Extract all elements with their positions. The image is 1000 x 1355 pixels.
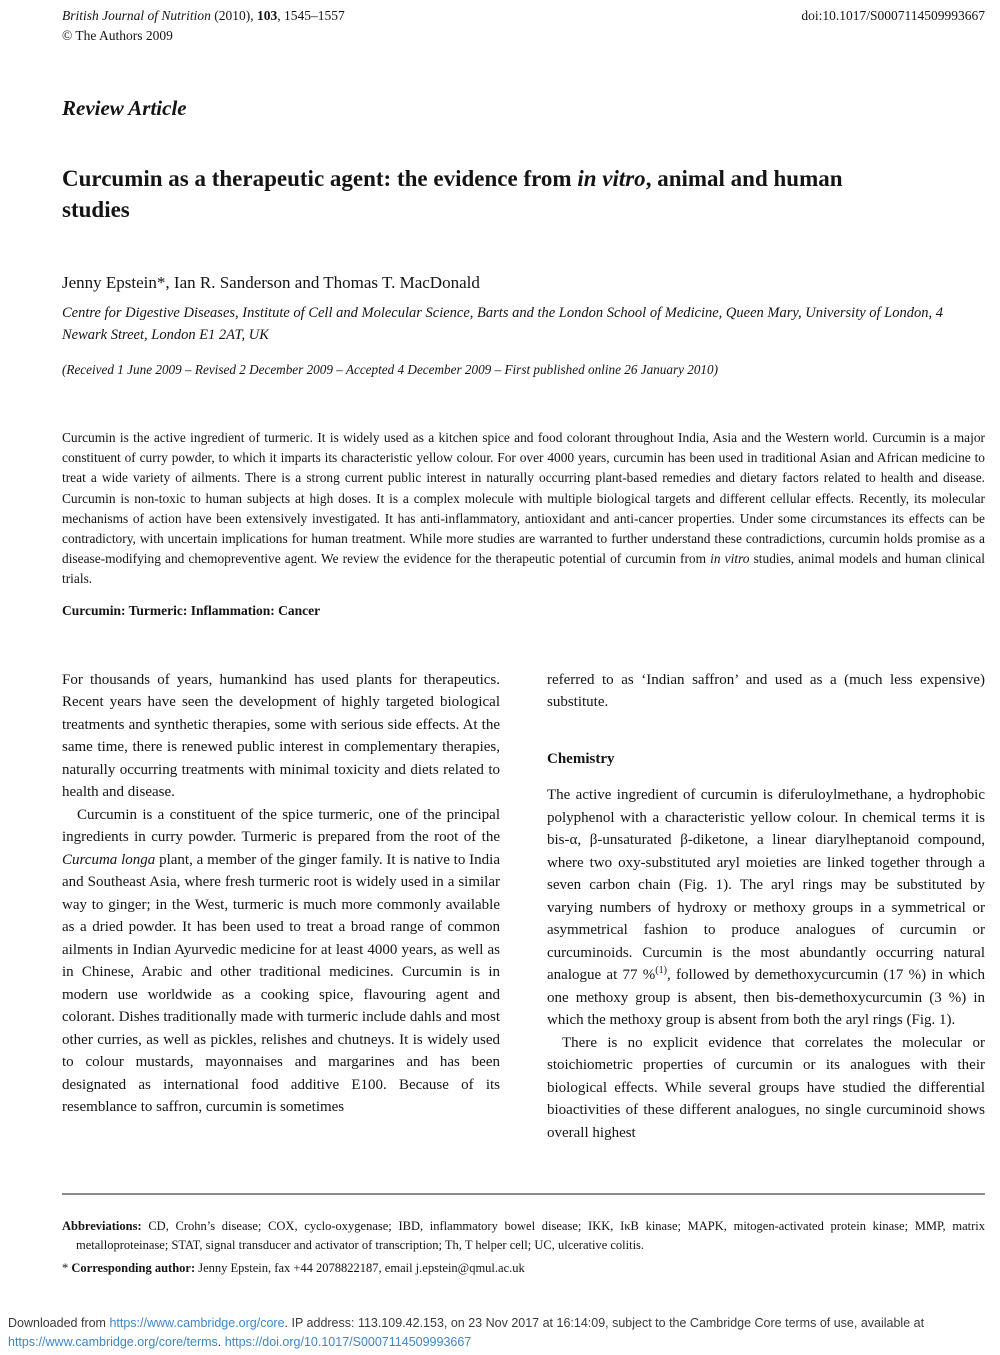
doi-line: doi:10.1017/S0007114509993667 <box>801 8 985 23</box>
footnote-asterisk: * <box>62 1261 72 1275</box>
abstract-text-tail: studies, animal models and human clinical trials. <box>62 551 985 587</box>
title-italic-text: in vitro <box>577 166 646 191</box>
paragraph-text-tail: plant, a member of the ginger family. It is native to India and Southeast Asia, where fresh turmeric root is widely used in a similar way to ginger; in the West, turmeric is much more commonly available as a dried powder. It has been used to treat a broad range of common ailments in Indian Ayurvedic medicine for at least 4000 years, as well as in Chinese, Arabic and other traditional medicines. Curcumin is in modern use worldwide as a cooking spice, flavouring agent and colorant. Dishes traditionally made with turmeric include dahls and most other curries, as well as pickles, relishes and chutneys. It is widely used to colour mustards, mayonnaises and margarines and has been designated as international food additive E100. Because of its resemblance to saffron, curcumin is sometimes <box>62 851 500 1116</box>
abbreviations-note <box>62 1217 985 1254</box>
body-columns <box>62 669 985 1145</box>
doi-link[interactable]: https://doi.org/10.1017/S0007114509993667 <box>224 1335 472 1349</box>
received-history: (Received 1 June 2009 – Revised 2 December 2009 – Accepted 4 December 2009 – First published online 26 January 2010) <box>62 362 719 377</box>
journal-volume: 103 <box>257 8 278 23</box>
journal-name: British Journal of Nutrition <box>62 8 211 23</box>
abstract-italic-text: in vitro <box>710 551 750 567</box>
journal-year: (2010), <box>210 8 258 23</box>
species-name-italic: Curcuma longa <box>62 851 156 868</box>
download-text-sep: . <box>217 1335 225 1349</box>
corresponding-author-text: Jenny Epstein, fax +44 2078822187, email j.epstein@qmul.ac.uk <box>195 1261 525 1275</box>
masthead <box>0 0 1000 46</box>
keywords-line: Curcumin: Turmeric: Inflammation: Cancer <box>62 602 321 618</box>
abbreviations-label: Abbreviations: <box>62 1219 142 1233</box>
corresponding-author-label: Corresponding author: <box>71 1261 196 1275</box>
journal-citation-block <box>62 6 345 46</box>
download-text-middle: . IP address: 113.109.42.153, on 23 Nov 2017 at 16:14:09, subject to the Cambridge Core terms of use, available at <box>284 1316 925 1330</box>
article-title <box>62 163 914 225</box>
paragraph-text-tail: , followed by demethoxycurcumin (17 %) in which one methoxy group is absent, then bis-demethoxycurcumin (3 %) in which the methoxy group is absent from both the aryl rings (Fig. 1). <box>547 967 985 1029</box>
abstract <box>62 428 985 590</box>
copyright-line: © The Authors 2009 <box>62 28 173 43</box>
left-column <box>62 669 500 1145</box>
paragraph-intro: For thousands of years, humankind has used plants for therapeutics. Recent years have seen the development of highly targeted biological treatments and synthetic therapies, some with serious side effects. At the same time, there is renewed public interest in complementary therapies, naturally occurring treatments with minimal toxicity and diets related to health and disease. <box>62 671 500 801</box>
title-text: Curcumin as a therapeutic agent: the evidence from <box>62 166 578 191</box>
paragraph-evidence: There is no explicit evidence that correlates the molecular or stoichiometric properties of curcumin or its analogues with their biological effects. While several groups have studied the differential bioactivities of these different analogues, no single curcuminoid shows overall highest <box>547 1034 985 1141</box>
right-column <box>547 669 985 1145</box>
journal-pages: , 1545–1557 <box>277 8 345 23</box>
paragraph-text: Curcumin is a constituent of the spice turmeric, one of the principal ingredients in curry powder. Turmeric is prepared from the root of the <box>62 806 500 846</box>
footnote-block <box>62 1193 985 1278</box>
affiliation: Centre for Digestive Diseases, Institute of Cell and Molecular Science, Barts and the London School of Medicine, Queen Mary, University of London, 4 Newark Street, London E1 2AT, UK <box>62 305 943 343</box>
download-text: Downloaded from <box>8 1316 110 1330</box>
abbreviations-text: CD, Crohn’s disease; COX, cyclo-oxygenase; IBD, inflammatory bowel disease; IKK, IκB kinase; MAPK, mitogen-activated protein kinase; MMP, matrix metalloproteinase; STAT, signal transducer and activator of transcription; Th, T helper cell; UC, ulcerative colitis. <box>76 1219 985 1252</box>
terms-link[interactable]: https://www.cambridge.org/core/terms <box>8 1335 218 1349</box>
paragraph-chemistry <box>547 784 985 1032</box>
paragraph-saffron: referred to as ‘Indian saffron’ and used as a (much less expensive) substitute. <box>547 671 985 711</box>
paragraph-turmeric <box>62 804 500 1119</box>
download-provenance-bar <box>8 1314 938 1352</box>
title-text-tail: , animal and human studies <box>62 166 843 222</box>
paragraph-text: The active ingredient of curcumin is diferuloylmethane, a hydrophobic polyphenol with a characteristic yellow colour. In chemical terms it is bis-α, β-unsaturated β-diketone, a linear diarylheptanoid compound, where two oxy-substituted aryl moieties are linked together through a seven carbon chain (Fig. 1). The aryl rings may be substituted by varying numbers of hydroxy or methoxy groups in a symmetrical or asymmetrical fashion to produce analogues of curcumin or curcuminoids. Curcumin is the most abundantly occurring natural analogue at 77 % <box>547 787 985 984</box>
citation-ref-1: (1) <box>655 965 667 977</box>
article-type-kicker: Review Article <box>62 96 187 120</box>
footnote-rule <box>62 1193 985 1195</box>
section-heading-chemistry: Chemistry <box>547 750 615 767</box>
author-list: Jenny Epstein*, Ian R. Sanderson and Thomas T. MacDonald <box>62 273 480 292</box>
abstract-text: Curcumin is the active ingredient of turmeric. It is widely used as a kitchen spice and food colorant throughout India, Asia and the Western world. Curcumin is a major constituent of curry powder, to which it imparts its characteristic yellow colour. For over 4000 years, curcumin has been used in traditional Asian and African medicine to treat a wide variety of ailments. There is a strong current public interest in naturally occurring plant-based remedies and dietary factors related to health and disease. Curcumin is non-toxic to human subjects at high doses. It is a complex molecule with multiple biological targets and different cellular effects. Recently, its molecular mechanisms of action have been extensively investigated. It has anti-inflammatory, antioxidant and anti-cancer properties. Under some circumstances its effects can be contradictory, with uncertain implications for human treatment. While more studies are warranted to further understand these contradictions, curcumin holds promise as a disease-modifying and chemopreventive agent. We review the evidence for the therapeutic potential of curcumin from <box>62 430 985 567</box>
journal-citation <box>62 6 345 26</box>
corresponding-author-note <box>62 1259 985 1278</box>
cambridge-core-link[interactable]: https://www.cambridge.org/core <box>109 1316 285 1330</box>
